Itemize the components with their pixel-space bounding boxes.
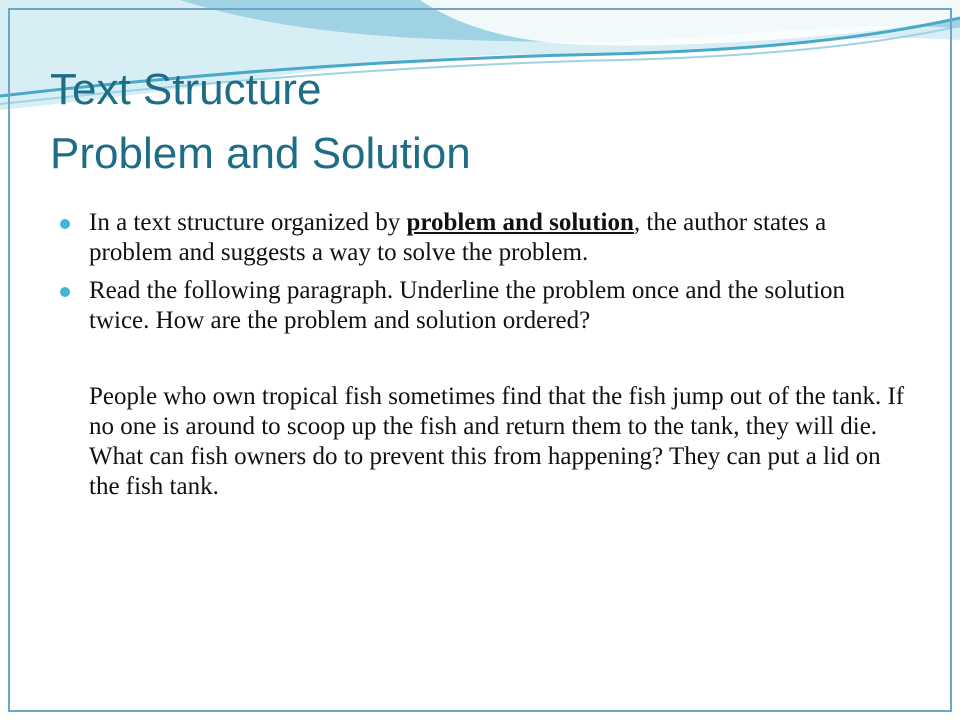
bullet-definition bbox=[60, 208, 910, 268]
slide-body bbox=[60, 208, 910, 502]
definition-text-after: , the author states a problem and suggests a way to solve the problem. bbox=[89, 209, 827, 266]
title-line-2: Problem and Solution bbox=[50, 129, 471, 178]
bullet-dot-icon bbox=[60, 287, 70, 297]
instructions-text: Read the following paragraph. Underline the problem once and the solution twice. How are the problem and solution ordered? bbox=[89, 277, 846, 334]
sample-paragraph: People who own tropical fish sometimes find that the fish jump out of the tank. If no one is around to scoop up the fish and return them to the tank, they will die. What can fish owners do to prevent this from happening? They can put a lid on the fish tank. bbox=[89, 383, 905, 500]
title-line-1: Text Structure bbox=[50, 65, 322, 114]
bullet-instructions bbox=[60, 276, 910, 336]
definition-text-before: In a text structure organized by bbox=[89, 209, 407, 236]
slide-title bbox=[50, 58, 471, 186]
bullet-dot-icon bbox=[60, 219, 70, 229]
definition-emphasis: problem and solution bbox=[406, 209, 634, 236]
